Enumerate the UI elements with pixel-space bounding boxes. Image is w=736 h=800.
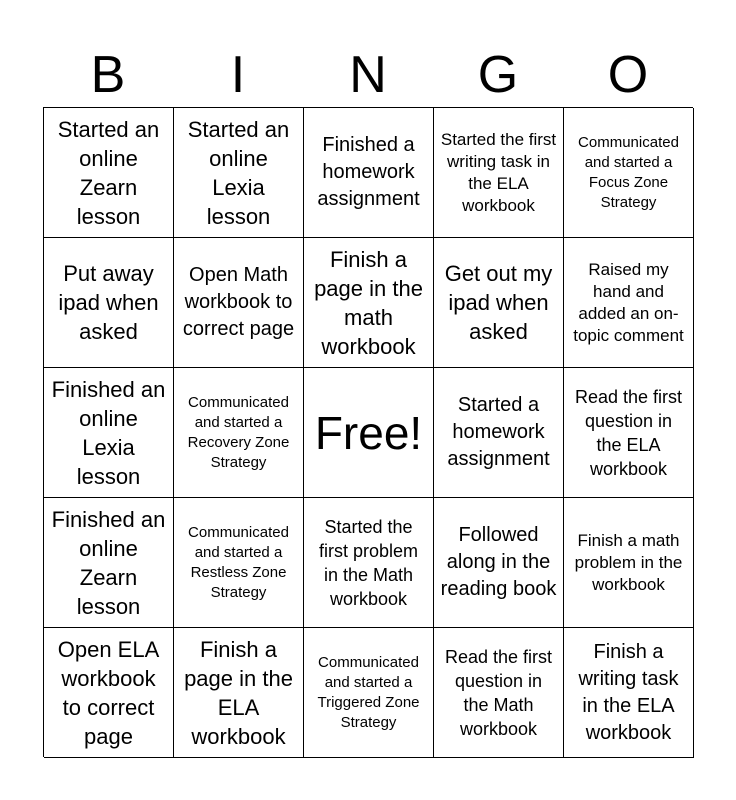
cell-text: Finish a writing task in the ELA workbook [578,640,679,744]
bingo-cell[interactable] [174,628,304,758]
cell-text: Communicated and started a Restless Zone Strategy [188,523,289,601]
cell-text: Finish a page in the ELA workbook [184,636,293,749]
bingo-cell[interactable] [564,238,694,368]
bingo-cell[interactable] [434,628,564,758]
cell-text: Communicated and started a Recovery Zone Strategy [187,393,290,471]
bingo-cell[interactable] [434,498,564,628]
bingo-cell[interactable] [44,368,174,498]
bingo-cell[interactable] [44,238,174,368]
cell-text: Put away ipad when asked [58,261,159,344]
bingo-cell[interactable] [174,108,304,238]
bingo-cell[interactable] [564,368,694,498]
bingo-cell[interactable] [304,108,434,238]
free-space-text: Free! [314,406,423,459]
bingo-cell[interactable] [44,498,174,628]
cell-text: Get out my ipad when asked [444,261,553,344]
bingo-cell[interactable] [434,238,564,368]
bingo-cell[interactable] [174,368,304,498]
cell-text: Read the first question in the ELA workbook [574,386,683,479]
cell-text: Started an online Lexia lesson [187,116,290,229]
cell-text: Started an online Zearn lesson [57,116,160,229]
cell-text: Read the first question in the Math workbook [444,646,553,739]
bingo-cell[interactable] [564,108,694,238]
bingo-cell[interactable] [564,628,694,758]
cell-text: Finished a homework assignment [317,134,420,210]
bingo-cell[interactable] [174,238,304,368]
bingo-cell[interactable] [564,498,694,628]
header-letter-g: G [477,46,519,104]
bingo-cell[interactable] [304,628,434,758]
cell-text: Finish a math problem in the workbook [574,530,683,594]
bingo-cell[interactable] [304,498,434,628]
cell-text: Open Math workbook to correct page [182,264,295,340]
bingo-header [43,44,693,106]
cell-text: Raised my hand and added an on-topic comment [573,259,684,345]
cell-text: Followed along in the reading book [440,524,557,600]
cell-text: Finish a page in the math workbook [314,246,423,359]
header-letter-b: B [90,46,126,104]
header-letter-i: I [230,46,246,104]
cell-text: Started the first writing task in the ELA workbook [440,129,557,215]
cell-text: Communicated and started a Triggered Zone Strategy [317,653,420,731]
bingo-cell[interactable] [44,628,174,758]
cell-text: Open ELA workbook to correct page [57,636,160,749]
bingo-cell[interactable] [44,108,174,238]
free-space[interactable] [304,368,434,498]
bingo-cell[interactable] [434,108,564,238]
cell-text: Finished an online Zearn lesson [51,506,166,619]
header-letter-o: O [607,46,649,104]
header-letter-n: N [349,46,387,104]
bingo-cell[interactable] [174,498,304,628]
bingo-cell[interactable] [434,368,564,498]
cell-text: Started a homework assignment [447,394,550,470]
cell-text: Communicated and started a Focus Zone Strategy [578,133,679,211]
cell-text: Finished an online Lexia lesson [51,376,166,489]
bingo-cell[interactable] [304,238,434,368]
bingo-board [43,107,693,757]
cell-text: Started the first problem in the Math workbook [318,516,419,609]
